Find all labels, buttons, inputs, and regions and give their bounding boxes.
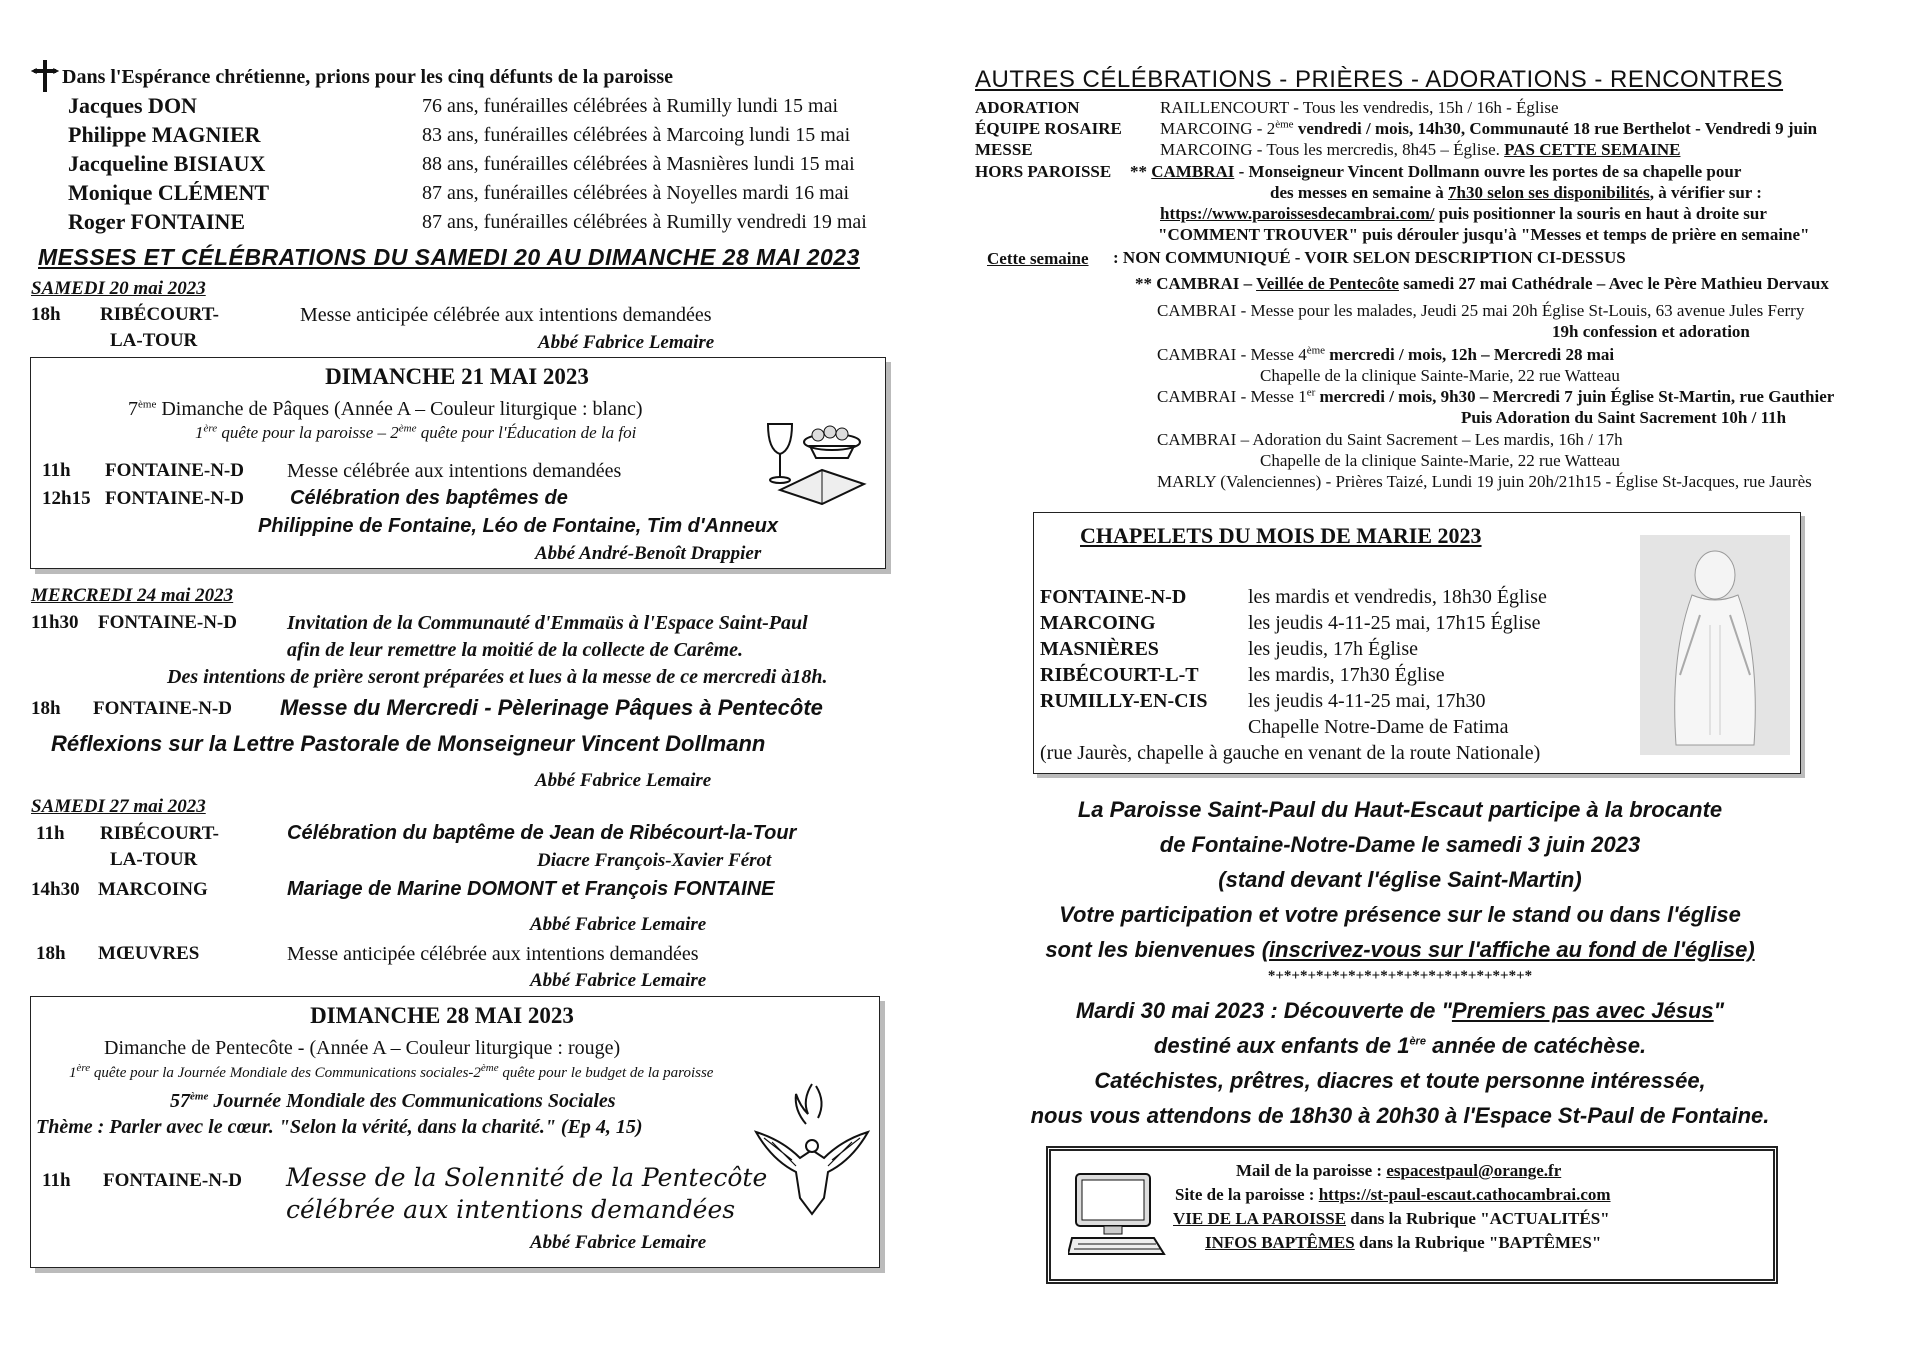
masses-title: MESSES ET CÉLÉBRATIONS DU SAMEDI 20 AU DIMANCHE 28 MAI 2023	[38, 244, 860, 270]
other-title: AUTRES CÉLÉBRATIONS - PRIÈRES - ADORATIONS - RENCONTRES	[975, 66, 1784, 93]
label: ÉQUIPE ROSAIRE	[975, 119, 1122, 138]
wed24-line: Réflexions sur la Lettre Pastorale de Monseigneur Vincent Dollmann	[51, 731, 766, 756]
text: CAMBRAI - Messe 1er mercredi / mois, 9h30 – Mercredi 7 juin Église St-Martin, rue Gauthier	[1157, 386, 1835, 406]
brocante-l2: de Fontaine-Notre-Dame le samedi 3 juin 2023	[1159, 832, 1641, 857]
sunday28-theme: Thème : Parler avec le cœur. "Selon la vérité, dans la charité." (Ep 4, 15)	[36, 1116, 643, 1138]
time: 11h	[42, 1170, 71, 1191]
time: 18h	[31, 698, 61, 719]
deceased-name: Jacques DON	[68, 93, 197, 118]
place: FONTAINE-N-D	[98, 612, 237, 633]
note: (rue Jaurès, chapelle à gauche en venant de la route Nationale)	[1040, 742, 1541, 764]
priest: Abbé Fabrice Lemaire	[535, 770, 712, 791]
place: FONTAINE-N-D	[103, 1170, 242, 1191]
place: MARCOING	[1040, 612, 1156, 634]
text: : NON COMMUNIQUÉ - VOIR SELON DESCRIPTION CI-DESSUS	[1113, 248, 1626, 267]
place: MŒUVRES	[98, 943, 200, 964]
deceased-detail: 83 ans, funérailles célébrées à Marcoing lundi 15 mai	[422, 124, 851, 146]
chapelets-title: CHAPELETS DU MOIS DE MARIE 2023	[1080, 523, 1482, 548]
premiers-l1: Mardi 30 mai 2023 : Découverte de "Premiers pas avec Jésus"	[1075, 998, 1725, 1023]
brocante-l3: (stand devant l'église Saint-Martin)	[1218, 867, 1582, 892]
text: les jeudis, 17h Église	[1248, 638, 1418, 660]
priest: Abbé Fabrice Lemaire	[530, 970, 707, 991]
place: LA-TOUR	[110, 849, 198, 870]
time: 11h	[42, 460, 71, 481]
time: 18h	[31, 304, 61, 325]
time: 18h	[36, 943, 66, 964]
deceased-name: Jacqueline BISIAUX	[68, 151, 266, 176]
deceased-name: Philippe MAGNIER	[68, 122, 261, 147]
priest: Abbé Fabrice Lemaire	[530, 1232, 707, 1253]
time: 14h30	[31, 879, 80, 900]
desc: Célébration du baptême de Jean de Ribécourt-la-Tour	[287, 822, 797, 844]
place: RIBÉCOURT-	[100, 823, 219, 844]
text: CAMBRAI - Messe pour les malades, Jeudi 25 mai 20h Église St-Louis, 63 avenue Jules Ferry	[1157, 301, 1805, 320]
sunday28-title: DIMANCHE 28 MAI 2023	[310, 1003, 574, 1028]
date-sat27: SAMEDI 27 mai 2023	[31, 796, 206, 817]
desc: Célébration des baptêmes de	[290, 487, 568, 509]
place: LA-TOUR	[110, 330, 198, 351]
wed24-line: Invitation de la Communauté d'Emmaüs à l'Espace Saint-Paul	[287, 612, 808, 634]
label: ADORATION	[975, 98, 1080, 117]
text: les jeudis 4-11-25 mai, 17h15 Église	[1248, 612, 1541, 634]
premiers-l2: destiné aux enfants de 1ère année de catéchèse.	[1153, 1033, 1647, 1058]
chalice-icon	[760, 420, 870, 505]
place: FONTAINE-N-D	[93, 698, 232, 719]
place: RUMILLY-EN-CIS	[1040, 690, 1208, 712]
place: MARCOING	[98, 879, 208, 900]
chapel: Chapelle Notre-Dame de Fatima	[1248, 716, 1509, 738]
label: Cette semaine	[987, 249, 1089, 268]
text: des messes en semaine à 7h30 selon ses disponibilités, à vérifier sur :	[1270, 183, 1762, 202]
text: les mardis, 17h30 Église	[1248, 664, 1445, 686]
text: "COMMENT TROUVER" puis dérouler jusqu'à "Messes et temps de prière en semaine"	[1158, 225, 1810, 244]
deceased-detail: 87 ans, funérailles célébrées à Rumilly vendredi 19 mai	[422, 211, 867, 233]
sunday21-quest: 1ère quête pour la paroisse – 2ème quête pour l'Éducation de la foi	[195, 422, 637, 442]
text: MARCOING - Tous les mercredis, 8h45 – Église. PAS CETTE SEMAINE	[1160, 140, 1681, 159]
brocante-l1: La Paroisse Saint-Paul du Haut-Escaut participe à la brocante	[1077, 797, 1723, 822]
paroisse-link[interactable]: https://www.paroissesdecambrai.com/ puis positionner la souris en haut à droite sur	[1160, 204, 1767, 223]
brocante-l4: Votre participation et votre présence sur le stand ou dans l'église	[1059, 902, 1741, 927]
deceased-detail: 76 ans, funérailles célébrées à Rumilly lundi 15 mai	[422, 95, 838, 117]
text: CAMBRAI – Adoration du Saint Sacrement – Les mardis, 16h / 17h	[1157, 430, 1623, 449]
place: RIBÉCOURT-	[100, 304, 219, 325]
desc: Mariage de Marine DOMONT et François FONTAINE	[287, 878, 775, 900]
vie-line: VIE DE LA PAROISSE dans la Rubrique "ACTUALITÉS"	[1173, 1209, 1610, 1228]
deceased-name: Monique CLÉMENT	[68, 180, 270, 205]
text: CAMBRAI - Messe 4ème mercredi / mois, 12h – Mercredi 28 mai	[1157, 344, 1615, 364]
wed24-line: afin de leur remettre la moitié de la collecte de Carême.	[287, 639, 744, 661]
desc: célébrée aux intentions demandées	[286, 1195, 736, 1224]
priest: Abbé André-Benoît Drappier	[535, 543, 762, 564]
computer-icon	[1068, 1170, 1168, 1260]
text: Puis Adoration du Saint Sacrement 10h / 11h	[1461, 408, 1787, 427]
sunday28-quest: 1ère quête pour la Journée Mondiale des Communications sociales-2ème quête pour le budget de la paroisse	[69, 1062, 714, 1081]
wed24-line: Messe du Mercredi - Pèlerinage Pâques à Pentecôte	[280, 695, 823, 720]
brocante-l5: sont les bienvenues (inscrivez-vous sur l'affiche au fond de l'église)	[1045, 937, 1755, 962]
text: ** CAMBRAI - Monseigneur Vincent Dollmann ouvre les portes de sa chapelle pour	[1130, 162, 1742, 181]
dove-icon	[752, 1080, 872, 1220]
text: les jeudis 4-11-25 mai, 17h30	[1248, 690, 1486, 712]
text: Chapelle de la clinique Sainte-Marie, 22 rue Watteau	[1260, 451, 1620, 470]
text: Chapelle de la clinique Sainte-Marie, 22 rue Watteau	[1260, 366, 1620, 385]
sunday28-line1: Dimanche de Pentecôte - (Année A – Couleur liturgique : rouge)	[104, 1037, 621, 1059]
premiers-l4: nous vous attendons de 18h30 à 20h30 à l'Espace St-Paul de Fontaine.	[1030, 1103, 1770, 1128]
time: 11h	[36, 823, 65, 844]
priest: Abbé Fabrice Lemaire	[530, 914, 707, 935]
place: FONTAINE-N-D	[1040, 586, 1187, 608]
label: HORS PAROISSE	[975, 162, 1112, 181]
place: RIBÉCOURT-L-T	[1040, 664, 1199, 686]
premiers-l3: Catéchistes, prêtres, diacres et toute personne intéressée,	[1094, 1068, 1706, 1093]
cross-icon	[31, 58, 59, 94]
virgin-mary-icon	[1640, 535, 1790, 755]
sunday21-title: DIMANCHE 21 MAI 2023	[325, 364, 589, 389]
site-line: Site de la paroisse : https://st-paul-escaut.cathocambrai.com	[1175, 1185, 1611, 1204]
deceased-detail: 87 ans, funérailles célébrées à Noyelles mardi 16 mai	[422, 182, 850, 204]
priest: Abbé Fabrice Lemaire	[538, 332, 715, 353]
text: MARCOING - 2ème vendredi / mois, 14h30, Communauté 18 rue Berthelot - Vendredi 9 juin	[1160, 118, 1818, 138]
wed24-line: Des intentions de prière seront préparées et lues à la messe de ce mercredi à18h.	[167, 666, 828, 688]
sunday28-journee: 57ème Journée Mondiale des Communications Sociales	[170, 1090, 616, 1112]
desc: Messe de la Solennité de la Pentecôte	[286, 1163, 768, 1192]
priest: Diacre François-Xavier Férot	[537, 850, 772, 871]
infos-line: INFOS BAPTÊMES dans la Rubrique "BAPTÊMES"	[1205, 1233, 1602, 1252]
text: MARLY (Valenciennes) - Prières Taizé, Lundi 19 juin 20h/21h15 - Église St-Jacques, rue Jaurès	[1157, 472, 1812, 491]
sunday21-line1: 7ème Dimanche de Pâques (Année A – Couleur liturgique : blanc)	[128, 398, 643, 420]
place: FONTAINE-N-D	[105, 488, 244, 509]
label: MESSE	[975, 140, 1033, 159]
deceased-heading: Dans l'Espérance chrétienne, prions pour les cinq défunts de la paroisse	[62, 66, 673, 88]
date-sat20: SAMEDI 20 mai 2023	[31, 278, 206, 299]
baptism-names: Philippine de Fontaine, Léo de Fontaine, Tim d'Anneux	[258, 515, 778, 537]
date-wed24: MERCREDI 24 mai 2023	[31, 585, 234, 606]
mail-link[interactable]: espacestpaul@orange.fr	[1386, 1161, 1562, 1180]
desc: Messe anticipée célébrée aux intentions demandées	[287, 943, 699, 965]
deceased-detail: 88 ans, funérailles célébrées à Masnières lundi 15 mai	[422, 153, 855, 175]
text: RAILLENCOURT - Tous les vendredis, 15h / 16h - Église	[1160, 98, 1559, 117]
separator-stars: *+*+*+*+*+*+*+*+*+*+*+*+*+*+*+*+*	[1267, 968, 1533, 984]
time: 12h15	[42, 488, 91, 509]
desc: Messe célébrée aux intentions demandées	[287, 460, 622, 482]
text: les mardis et vendredis, 18h30 Église	[1248, 586, 1547, 608]
mail-line: Mail de la paroisse : espacestpaul@orange.fr	[1236, 1161, 1562, 1180]
text: 19h confession et adoration	[1552, 322, 1750, 341]
site-link[interactable]: https://st-paul-escaut.cathocambrai.com	[1318, 1185, 1611, 1204]
place: MASNIÈRES	[1040, 638, 1159, 660]
time: 11h30	[31, 612, 79, 633]
place: FONTAINE-N-D	[105, 460, 244, 481]
desc: Messe anticipée célébrée aux intentions demandées	[300, 304, 712, 326]
text: ** CAMBRAI – Veillée de Pentecôte samedi 27 mai Cathédrale – Avec le Père Mathieu Dervaux	[1135, 274, 1829, 293]
deceased-name: Roger FONTAINE	[68, 209, 246, 234]
